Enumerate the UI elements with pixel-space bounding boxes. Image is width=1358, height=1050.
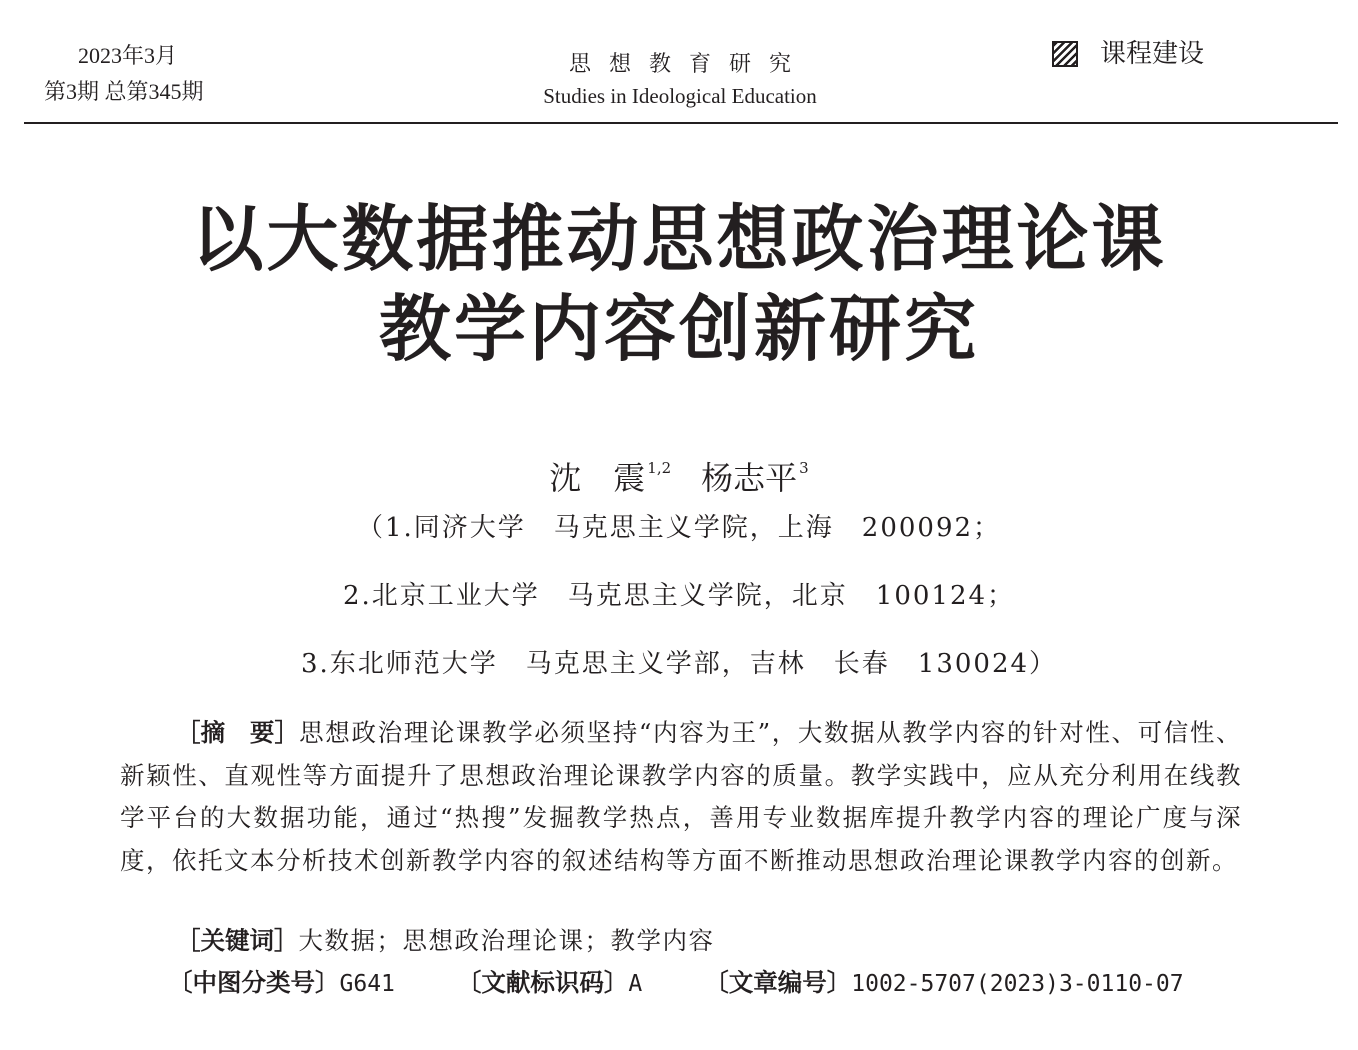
- abstract-text: 思想政治理论课教学必须坚持“内容为王”，大数据从教学内容的针对性、可信性、新颖性、直观性等方面提升了思想政治理论课教学内容的质量。教学实践中，应从充分利用在线教学平台的大数据功能，通过“热搜”发掘教学热点，善用专业数据库提升教学内容的理论广度与深度，依托文本分析技术创新教学内容的叙述结构等方面不断推动思想政治理论课教学内容的创新。: [120, 718, 1243, 875]
- keywords-text: 大数据；思想政治理论课；教学内容: [298, 926, 715, 955]
- author-affiliation-mark: 1,2: [647, 459, 672, 477]
- affiliation-2: 2.北京工业大学 马克思主义学院，北京 100124；: [342, 581, 1016, 611]
- journal-name: [480, 50, 880, 110]
- article-id: 1002-5707(2023)3-0110-07: [851, 971, 1184, 997]
- doc-code: A: [628, 971, 643, 997]
- keywords: [176, 920, 715, 962]
- journal-name-cn: 思想教育研究: [568, 52, 809, 77]
- clc-label: 〔中图分类号〕: [168, 968, 340, 997]
- abstract-label: ［摘 要］: [176, 718, 300, 747]
- column-name: 课程建设: [1100, 39, 1205, 69]
- article-id-label: 〔文章编号〕: [704, 968, 852, 997]
- clc-code: G641: [339, 971, 395, 997]
- issue-number: 第3期 总第345期: [44, 79, 204, 104]
- column-label: [1052, 38, 1204, 70]
- doc-code-label: 〔文献标识码〕: [456, 968, 629, 997]
- keywords-label: ［关键词］: [176, 926, 299, 955]
- author-name: 杨志平: [701, 459, 798, 497]
- author-name: 沈 震: [549, 459, 646, 497]
- issue-date: 2023年3月: [78, 43, 178, 68]
- author-affiliation-mark: 3: [799, 459, 809, 477]
- hatch-square-icon: [1052, 41, 1078, 67]
- article-title: [0, 194, 1358, 374]
- title-line-2: 教学内容创新研究: [378, 287, 979, 371]
- journal-name-en: Studies in Ideological Education: [543, 84, 817, 108]
- author-list: [0, 448, 1358, 498]
- abstract: [120, 712, 1242, 882]
- affiliation-3: 3.东北师范大学 马克思主义学部，吉林 长春 130024）: [300, 649, 1058, 679]
- title-line-1: 以大数据推动思想政治理论课: [191, 197, 1167, 281]
- classification-line: [168, 962, 1184, 1005]
- issue-info: [44, 38, 204, 110]
- header-rule: [24, 122, 1338, 124]
- affiliation-1: （1.同济大学 马克思主义学院，上海 200092；: [356, 513, 1002, 543]
